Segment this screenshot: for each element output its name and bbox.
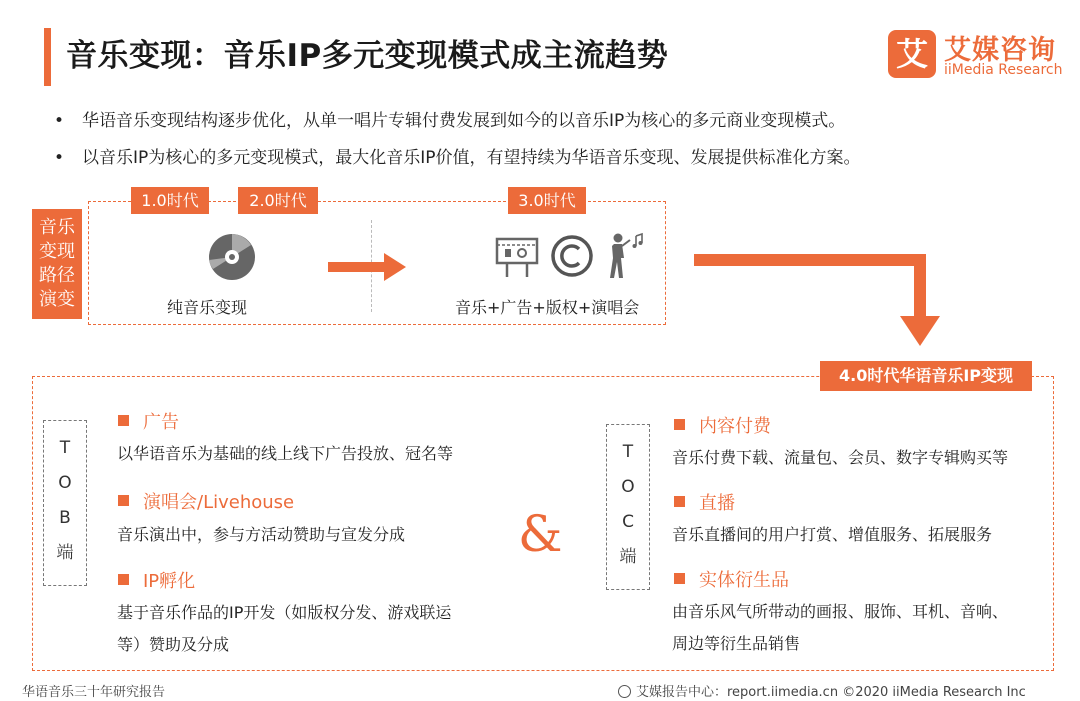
logo-mark: 艾 <box>888 30 936 78</box>
bullet-item: • 华语音乐变现结构逐步优化，从单一唱片专辑付费发展到如今的以音乐IP为核心的多元商业变现模式。 <box>54 111 846 131</box>
tob-item-advertising-desc: 以华语音乐为基础的线上线下广告投放、冠名等 <box>117 444 454 463</box>
toc-item-merch-title <box>674 566 789 592</box>
tob-item-ip-desc-line: 基于音乐作品的IP开发（如版权分发、游戏联运 <box>117 603 452 622</box>
title-accent-bar <box>44 28 51 86</box>
square-bullet-icon <box>118 415 129 426</box>
tob-item-concert-title <box>118 488 294 514</box>
stage-multi-label: 音乐+广告+版权+演唱会 <box>455 298 640 317</box>
path-label-line: 音乐 <box>39 217 75 238</box>
square-bullet-icon <box>674 419 685 430</box>
era-3-badge: 3.0时代 <box>508 187 586 214</box>
globe-icon <box>618 685 631 698</box>
tag-char: O <box>58 473 72 493</box>
toc-tag <box>606 424 650 590</box>
stage-pure-music-label: 纯音乐变现 <box>167 298 248 317</box>
tag-char: B <box>59 508 71 528</box>
bullet-item: • 以音乐IP为核心的多元变现模式，最大化音乐IP价值，有望持续为华语音乐变现、发展提供标准化方案。 <box>54 148 861 168</box>
path-label-line: 变现 <box>39 241 75 262</box>
tag-char: C <box>622 512 634 532</box>
toc-item-merch-desc-line: 周边等衍生品销售 <box>672 634 801 653</box>
tob-item-ip-title <box>118 567 195 593</box>
billboard-icon <box>494 234 540 280</box>
toc-item-paid-content-desc: 音乐付费下载、流量包、会员、数字专辑购买等 <box>672 448 1009 467</box>
path-label-line: 路径 <box>39 265 75 286</box>
square-bullet-icon <box>674 496 685 507</box>
toc-item-paid-content-title <box>674 412 771 438</box>
logo-name-en: iiMedia Research <box>944 62 1063 78</box>
bullet-text: 华语音乐变现结构逐步优化，从单一唱片专辑付费发展到如今的以音乐IP为核心的多元商业变现模式。 <box>82 111 846 131</box>
item-title-text: 广告 <box>143 412 179 433</box>
cd-icon <box>207 232 257 282</box>
tag-char: 端 <box>56 543 74 563</box>
performer-icon <box>602 232 648 280</box>
toc-item-live-title <box>674 489 735 515</box>
footer-report-name: 华语音乐三十年研究报告 <box>22 685 166 700</box>
era-2-badge: 2.0时代 <box>238 187 318 214</box>
toc-item-merch-desc-line: 由音乐风气所带动的画报、服饰、耳机、音响、 <box>672 602 1009 621</box>
ampersand-connector: & <box>518 505 563 563</box>
era-4-badge: 4.0时代华语音乐IP变现 <box>820 361 1032 391</box>
square-bullet-icon <box>118 574 129 585</box>
tag-char: 端 <box>619 547 637 567</box>
item-title-text: 演唱会/Livehouse <box>143 492 295 513</box>
footer-source-text: 艾媒报告中心：report.iimedia.cn ©2020 iiMedia Research Inc <box>636 685 1026 700</box>
tag-char: T <box>59 438 71 458</box>
page-title: 音乐变现：音乐IP多元变现模式成主流趋势 <box>66 38 669 74</box>
tob-tag <box>43 420 87 586</box>
tag-char: O <box>621 477 635 497</box>
logo-name-cn: 艾媒咨询 <box>944 35 1056 66</box>
bullet-text: 以音乐IP为核心的多元变现模式，最大化音乐IP价值，有望持续为华语音乐变现、发展提供标准化方案。 <box>82 148 861 168</box>
item-title-text: IP孵化 <box>143 571 196 592</box>
arrow-right-icon <box>328 253 406 281</box>
elbow-arrow-icon <box>694 252 944 348</box>
path-evolution-label <box>32 209 82 319</box>
era-1-badge: 1.0时代 <box>131 187 209 214</box>
square-bullet-icon <box>674 573 685 584</box>
item-title-text: 内容付费 <box>699 416 771 437</box>
tag-char: T <box>622 442 634 462</box>
item-title-text: 直播 <box>699 493 735 514</box>
path-label-line: 演变 <box>39 289 75 310</box>
tob-item-concert-desc: 音乐演出中，参与方活动赞助与宣发分成 <box>117 525 406 544</box>
footer-source <box>618 681 1026 700</box>
tob-item-advertising-title <box>118 408 179 434</box>
square-bullet-icon <box>118 495 129 506</box>
item-title-text: 实体衍生品 <box>699 570 789 591</box>
copyright-icon <box>550 234 594 278</box>
toc-item-live-desc: 音乐直播间的用户打赏、增值服务、拓展服务 <box>672 525 993 544</box>
tob-item-ip-desc-line: 等）赞助及分成 <box>117 635 230 654</box>
